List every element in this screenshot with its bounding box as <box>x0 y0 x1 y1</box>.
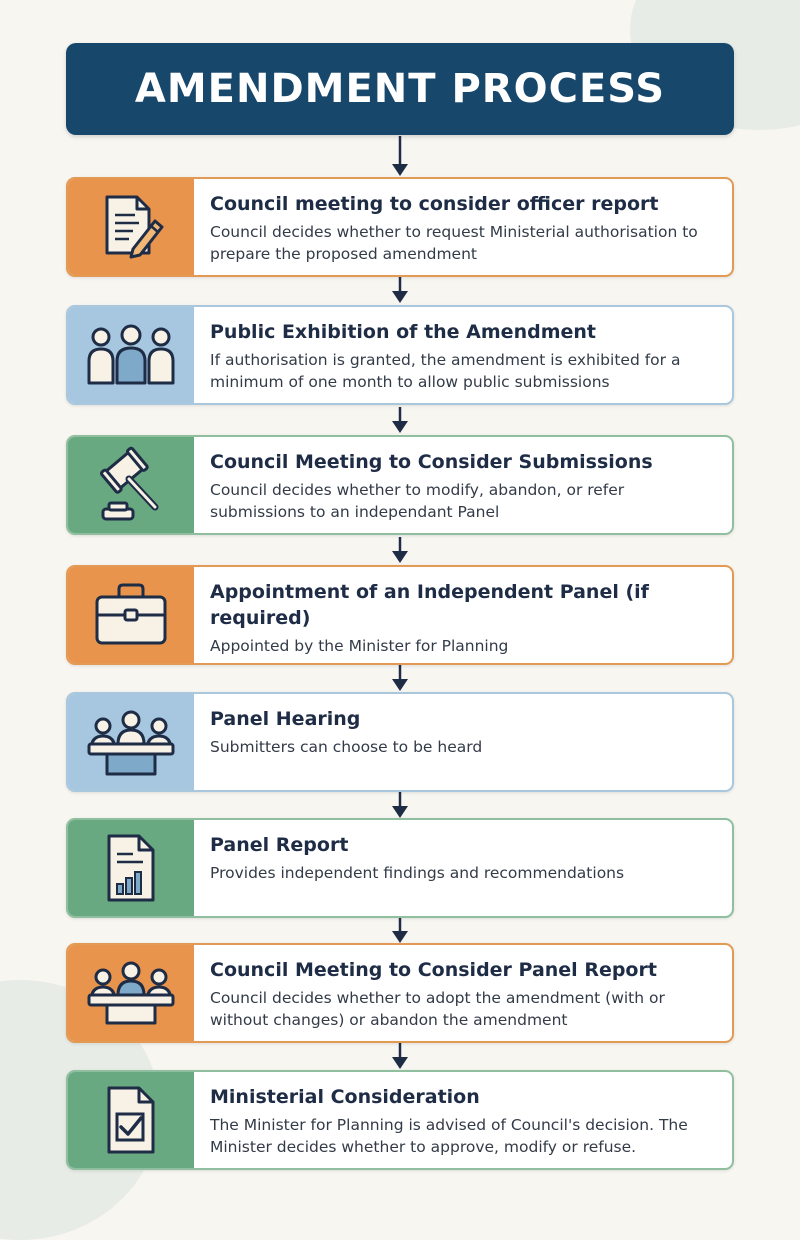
step-title: Ministerial Consideration <box>210 1086 480 1108</box>
icon-panel <box>68 307 194 403</box>
icon-panel <box>68 1072 194 1168</box>
flow-arrow-icon <box>389 277 411 305</box>
step-description: Appointed by the Minister for Planning <box>210 637 509 655</box>
step-title: Public Exhibition of the Amendment <box>210 321 596 343</box>
step-title: Panel Hearing <box>210 708 361 730</box>
step-card-council-officer-report <box>66 177 734 277</box>
icon-panel <box>68 694 194 790</box>
page-title: AMENDMENT PROCESS <box>134 66 666 112</box>
step-card-public-exhibition <box>66 305 734 405</box>
step-description: If authorisation is granted, the amendment is exhibited for a minimum of one month to allow public submissions <box>210 351 681 391</box>
flow-arrow-icon <box>389 917 411 945</box>
flow-arrow-icon <box>389 407 411 435</box>
step-description: Submitters can choose to be heard <box>210 738 483 756</box>
document-pen-icon <box>95 191 167 263</box>
step-title: Council Meeting to Consider Panel Report <box>210 959 657 981</box>
icon-panel <box>68 567 194 663</box>
icon-panel <box>68 437 194 533</box>
flow-arrow-icon <box>389 136 411 178</box>
step-title: Panel Report <box>210 834 349 856</box>
step-description: Council decides whether to modify, abandon, or refer submissions to an independant Panel <box>210 481 625 521</box>
flow-arrow-icon <box>389 792 411 820</box>
step-card-panel-hearing <box>66 692 734 792</box>
step-card-ministerial-consideration <box>66 1070 734 1170</box>
step-description: Provides independent findings and recommendations <box>210 864 625 882</box>
flow-arrow-icon <box>389 665 411 693</box>
step-title: Appointment of an Independent Panel (if required) <box>210 581 649 629</box>
report-chart-icon <box>99 832 163 904</box>
title-banner <box>66 43 734 135</box>
people-group-icon <box>85 323 177 387</box>
step-title: Council meeting to consider officer report <box>210 193 659 215</box>
step-card-independent-panel <box>66 565 734 665</box>
panel-table-icon <box>85 706 177 778</box>
step-title: Council Meeting to Consider Submissions <box>210 451 653 473</box>
meeting-table-icon <box>85 957 177 1029</box>
step-description: The Minister for Planning is advised of Council's decision. The Minister decides whether to approve, modify or refuse. <box>210 1116 688 1156</box>
icon-panel <box>68 179 194 275</box>
step-description: Council decides whether to request Ministerial authorisation to prepare the proposed amendment <box>210 223 698 263</box>
step-card-panel-report <box>66 818 734 918</box>
icon-panel <box>68 945 194 1041</box>
flow-arrow-icon <box>389 1043 411 1071</box>
briefcase-icon <box>93 581 169 649</box>
checkbox-document-icon <box>99 1084 163 1156</box>
step-card-consider-panel-report <box>66 943 734 1043</box>
step-card-consider-submissions <box>66 435 734 535</box>
flow-arrow-icon <box>389 537 411 565</box>
gavel-icon <box>91 445 171 525</box>
icon-panel <box>68 820 194 916</box>
step-description: Council decides whether to adopt the amendment (with or without changes) or abandon the amendment <box>210 989 665 1029</box>
